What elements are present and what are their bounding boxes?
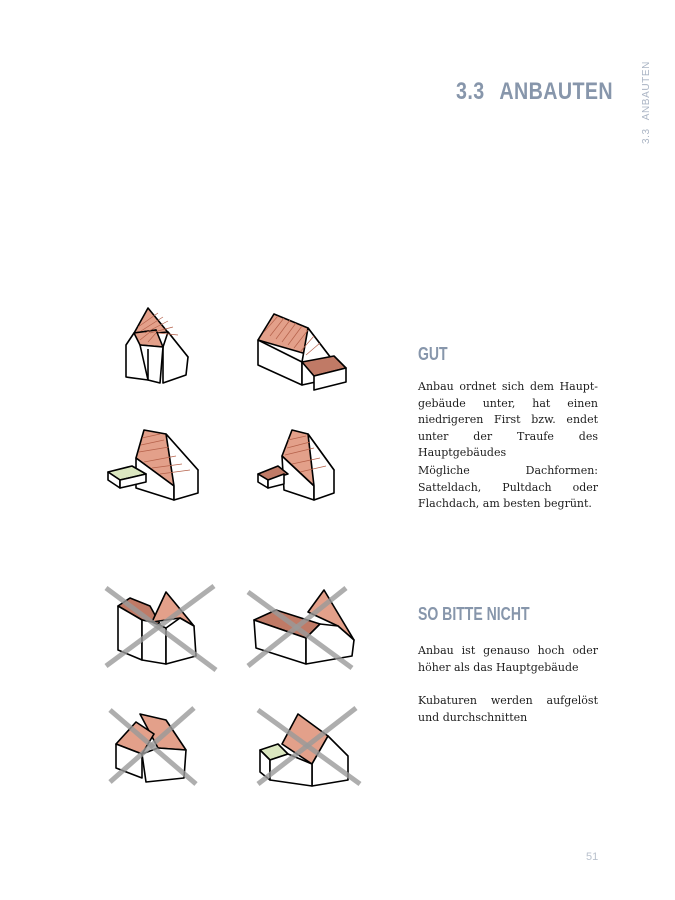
section-number: 3.3 (456, 78, 485, 105)
side-tab (641, 61, 652, 144)
side-tab-number: 3.3 (641, 128, 652, 144)
bad-example-4-illustration (256, 706, 362, 786)
section-title: ANBAUTEN (499, 78, 614, 105)
side-tab-label: ANBAUTEN (641, 61, 652, 121)
good-example-4-illustration (256, 428, 336, 500)
bad-paragraph-2: Kubaturen werden aufgelöst und durchschnitten (418, 694, 598, 724)
bad-example-3-illustration (106, 706, 198, 786)
good-example-1-illustration (118, 305, 198, 385)
page-title (456, 78, 613, 106)
good-paragraph-1: Anbau ordnet sich dem Haupt-gebäude unter, hat einen niedrigeren First bzw. endet unter der Traufe des Hauptgebäudes (418, 380, 598, 459)
bad-example-2-illustration (246, 586, 354, 670)
bad-example-1-illustration (104, 584, 216, 670)
good-paragraph-2: Mögliche Dachformen: Satteldach, Pultdach oder Flachdach, am besten begrünt. (418, 464, 598, 510)
good-example-3-illustration (106, 428, 201, 500)
good-example-2-illustration (256, 310, 346, 390)
bad-heading: SO BITTE NICHT (418, 604, 530, 624)
good-heading: GUT (418, 344, 448, 364)
page-number: 51 (586, 851, 599, 863)
bad-paragraph-1: Anbau ist genauso hoch oder höher als das Hauptgebäude (418, 644, 598, 674)
